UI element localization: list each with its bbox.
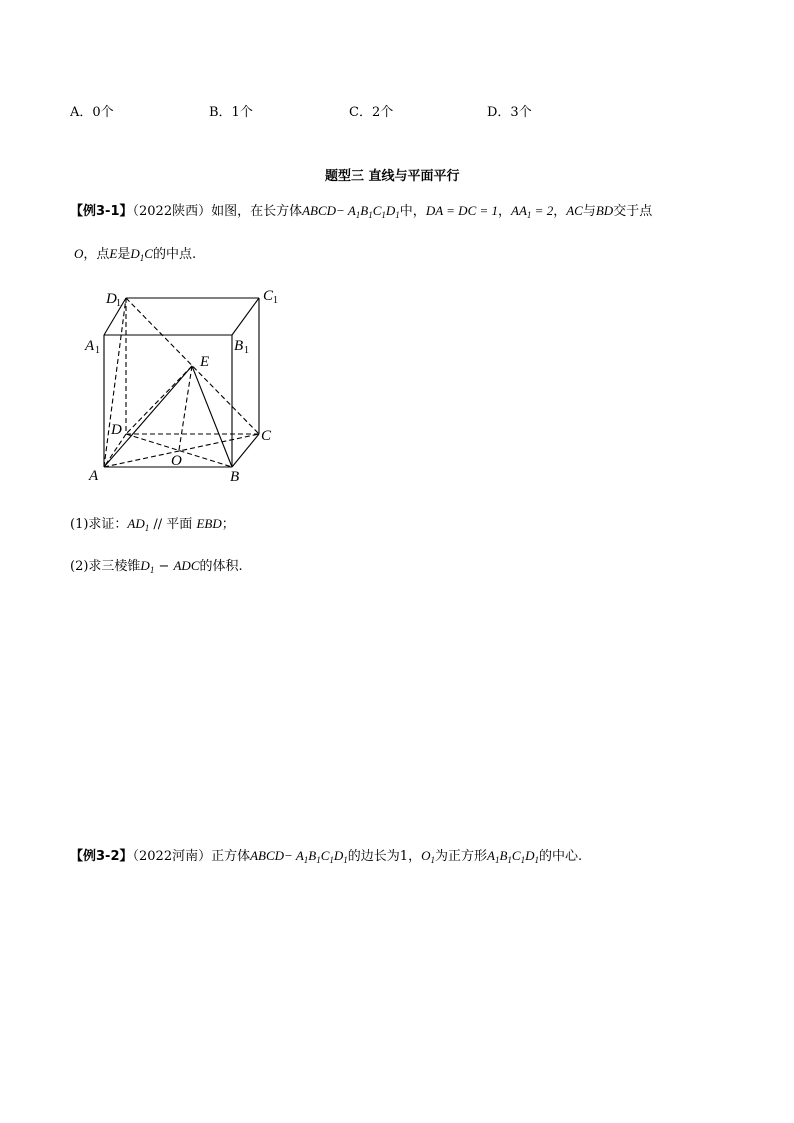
choice-a: A．0个 [70, 105, 114, 120]
label-a1: A [85, 338, 95, 354]
svg-text:1: 1 [273, 295, 278, 306]
question-2: (2)求三棱锥$D_1$ − ADC的体积. [70, 558, 243, 575]
cuboid-figure [80, 280, 290, 490]
segment-eb [192, 366, 232, 467]
label-b1: B [234, 338, 244, 354]
solid-name: ABCD− $A_1B_1C_1D_1$ [302, 203, 400, 220]
svg-text:1: 1 [95, 345, 100, 356]
svg-text:1: 1 [116, 298, 121, 309]
equation-aa1: $AA_1 = 2$ [511, 203, 554, 220]
edge-c1b1 [232, 298, 259, 335]
label-d1: D [106, 291, 117, 307]
equation-da-dc: DA = DC = 1 [425, 203, 499, 218]
segment-d1c: $D_1C$ [130, 246, 153, 263]
section-title: 题型三 直线与平面平行 [325, 169, 460, 184]
question-1: (1)求证：$AD_1$ // 平面 EBD； [70, 516, 235, 533]
square-name: $A_1B_1C_1D_1$ [486, 848, 539, 865]
example-3-1-line-2: O，点E是$D_1C$的中点. [74, 246, 197, 263]
segment-ea [104, 366, 192, 467]
svg-text:1: 1 [244, 345, 249, 356]
segment-ed [126, 366, 192, 434]
label-a: A [89, 468, 99, 484]
label-c: C [261, 428, 272, 444]
example-source: （2022河南） [132, 849, 212, 864]
example-label: 【例3-1】 [70, 204, 133, 219]
choice-d: D．3个 [487, 105, 532, 120]
example-source: （2022陕西） [132, 204, 212, 219]
label-c1: C [263, 288, 274, 304]
label-o: O [171, 453, 182, 469]
example-3-1-line-1: 【例3-1】（2022陕西）如图，在长方体ABCD− $A_1B_1C_1D_1$中，DA = DC = 1，$AA_1 = 2$，AC与BD交于点 [70, 203, 653, 220]
segment-ad1 [104, 298, 126, 467]
solid-name: ABCD− $A_1B_1C_1D_1$ [250, 848, 348, 865]
choice-c: C．2个 [349, 105, 394, 120]
label-e: E [200, 354, 210, 370]
example-label: 【例3-2】 [70, 849, 133, 864]
choice-b: B．1个 [209, 105, 253, 120]
edge-bc [232, 434, 259, 467]
label-b: B [230, 469, 240, 485]
label-d: D [111, 422, 122, 438]
example-3-2: 【例3-2】（2022河南）正方体ABCD− $A_1B_1C_1D_1$的边长为1，$O_1$为正方形$A_1B_1C_1D_1$的中心. [70, 848, 583, 865]
